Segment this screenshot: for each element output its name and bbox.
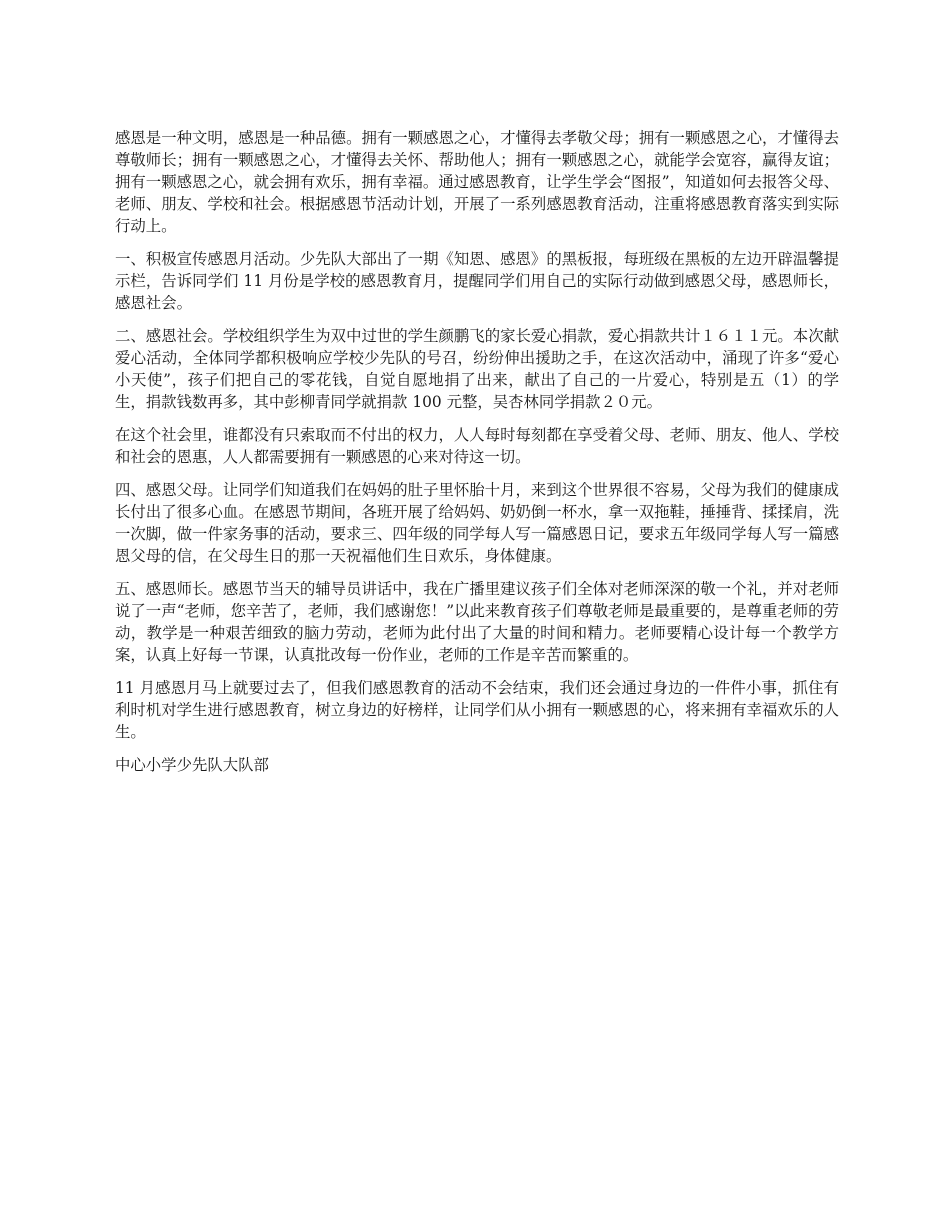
signature: 中心小学少先队大队部 [115, 756, 269, 774]
document-page [115, 127, 839, 787]
section-publicity-paragraph: 一、积极宣传感恩月活动。少先队大部出了一期《知恩、感恩》的黑板报，每班级在黑板的左边开辟温馨提示栏，告诉同学们 11 月份是学校的感恩教育月，提醒同学们用自己的实际行动做到感恩父母，感恩师长，感恩社会。 [115, 250, 839, 312]
closing-paragraph: 11 月感恩月马上就要过去了，但我们感恩教育的活动不会结束，我们还会通过身边的一件件小事，抓住有利时机对学生进行感恩教育，树立身边的好榜样，让同学们从小拥有一颗感恩的心，将来拥有幸福欢乐的人生。 [115, 679, 839, 741]
section-society-paragraph: 二、感恩社会。学校组织学生为双中过世的学生颜鹏飞的家长爱心捐款，爱心捐款共计１６１１元。本次献爱心活动，全体同学都积极响应学校少先队的号召，纷纷伸出援助之手，在这次活动中，涌现了许多“爱心小天使”，孩子们把自己的零花钱，自觉自愿地捐了出来，献出了自己的一片爱心，特别是五（1）的学生，捐款钱数再多，其中彭柳青同学就捐款 100 元整，吴杏林同学捐款２０元。 [115, 327, 839, 411]
society-reflection-paragraph: 在这个社会里，谁都没有只索取而不付出的权力，人人每时每刻都在享受着父母、老师、朋友、他人、学校和社会的恩惠，人人都需要拥有一颗感恩的心来对待这一切。 [115, 426, 839, 466]
intro-paragraph: 感恩是一种文明，感恩是一种品德。拥有一颗感恩之心，才懂得去孝敬父母；拥有一颗感恩之心，才懂得去尊敬师长；拥有一颗感恩之心，才懂得去关怀、帮助他人；拥有一颗感恩之心，就能学会宽容，赢得友谊；拥有一颗感恩之心，就会拥有欢乐，拥有幸福。通过感恩教育，让学生学会“图报”，知道如何去报答父母、老师、朋友、学校和社会。根据感恩节活动计划，开展了一系列感恩教育活动，注重将感恩教育落实到实际行动上。 [115, 129, 839, 235]
section-parents-paragraph: 四、感恩父母。让同学们知道我们在妈妈的肚子里怀胎十月，来到这个世界很不容易，父母为我们的健康成长付出了很多心血。在感恩节期间，各班开展了给妈妈、奶奶倒一杯水，拿一双拖鞋，捶捶背、揉揉肩，洗一次脚，做一件家务事的活动，要求三、四年级的同学每人写一篇感恩日记，要求五年级同学每人写一篇感恩父母的信，在父母生日的那一天祝福他们生日欢乐，身体健康。 [115, 481, 839, 565]
section-teachers-paragraph: 五、感恩师长。感恩节当天的辅导员讲话中，我在广播里建议孩子们全体对老师深深的敬一个礼，并对老师说了一声“老师，您辛苦了，老师，我们感谢您！”以此来教育孩子们尊敬老师是最重要的，是尊重老师的劳动，教学是一种艰苦细致的脑力劳动，老师为此付出了大量的时间和精力。老师要精心设计每一个教学方案，认真上好每一节课，认真批改每一份作业，老师的工作是辛苦而繁重的。 [115, 580, 839, 664]
